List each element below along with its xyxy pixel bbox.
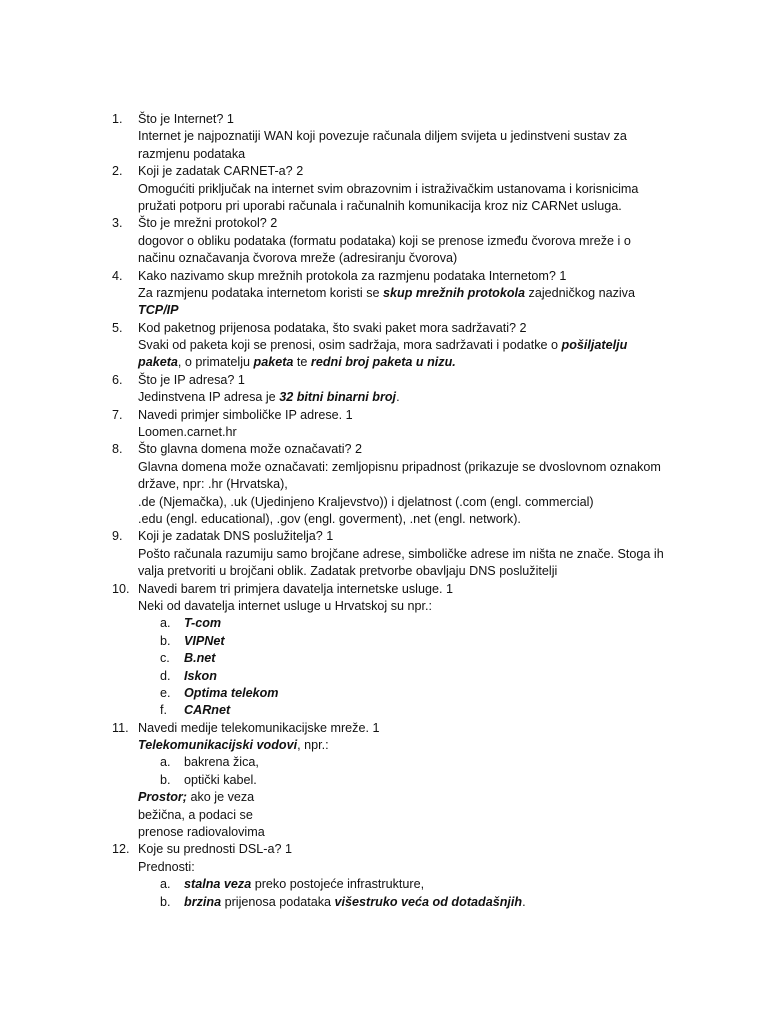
emphasis-text: brzina [184,894,222,909]
question-text: Što je IP adresa? 1 [138,372,245,387]
answer-text: .de (Njemačka), .uk (Ujedinjeno Kraljevstvo)) i djelatnost (.com (engl. commercial) [138,494,594,509]
list-letter: a. [160,755,171,770]
list-letter: d. [160,668,171,683]
question-number: 10. [112,581,130,596]
list-letter: e. [160,685,171,700]
answer-line [0,233,768,250]
emphasis-text: paketa [253,355,294,370]
answer-line [0,789,768,806]
question-text: Što glavna domena može označavati? 2 [138,442,363,457]
question-2 [0,163,768,180]
answer-text: te [293,355,311,370]
list-item [0,876,768,893]
answer-text: , npr.: [297,738,329,753]
list-letter: b. [160,772,171,787]
question-text: Koje su prednosti DSL-a? 1 [138,842,293,857]
question-text: Kako nazivamo skup mrežnih protokola za razmjenu podataka Internetom? 1 [138,268,567,283]
question-1 [0,111,768,128]
answer-line [0,546,768,563]
answer-text: .edu (engl. educational), .gov (engl. goverment), .net (engl. network). [138,511,521,526]
answer-text: načinu označavanja čvorova mreže (adresiranju čvorova) [138,251,458,266]
list-item [0,633,768,650]
answer-text: valja pretvoriti u brojčani oblik. Zadatak pretvorbe obavljaju DNS poslužitelji [138,564,558,579]
list-item [0,650,768,667]
answer-line [0,859,768,876]
emphasis-text: pošiljatelju [561,338,628,353]
answer-text: dogovor o obliku podataka (formatu podataka) koji se prenose između čvorova mreže i o [138,233,631,248]
question-text: Kod paketnog prijenosa podataka, što svaki paket mora sadržavati? 2 [138,320,527,335]
answer-line [0,424,768,441]
list-letter: c. [160,651,170,666]
emphasis-text: paketa [138,355,178,370]
question-number: 7. [112,407,123,422]
question-11 [0,720,768,737]
answer-text: . [396,390,400,405]
answer-text: pružati potporu pri uporabi računala i računalnih komunikacija kroz niz CARNet usluga. [138,198,622,213]
answer-text: Pošto računala razumiju samo brojčane adrese, simboličke adrese im ništa ne znače. Stoga ih [138,546,664,561]
list-item-text: optički kabel. [184,772,257,787]
list-item [0,685,768,702]
list-item [0,772,768,789]
list-letter: a. [160,877,171,892]
list-item [0,754,768,771]
list-item-text: prijenosa podataka [221,894,335,909]
question-text: Koji je zadatak DNS poslužitelja? 1 [138,529,334,544]
question-6 [0,372,768,389]
list-letter: a. [160,616,171,631]
answer-line [0,250,768,267]
answer-text: Prednosti: [138,859,195,874]
emphasis-text: Prostor; [138,790,187,805]
question-8 [0,441,768,458]
answer-line [0,285,768,302]
question-12 [0,841,768,858]
answer-line [0,511,768,528]
question-text: Navedi primjer simboličke IP adrese. 1 [138,407,353,422]
question-number: 8. [112,442,123,457]
list-item-text: T-com [184,616,222,631]
list-item [0,894,768,911]
list-letter: b. [160,894,171,909]
answer-text: Loomen.carnet.hr [138,425,237,440]
list-item-text: bakrena žica, [184,755,259,770]
emphasis-text: skup mrežnih protokola [383,285,526,300]
answer-line [0,302,768,319]
question-9 [0,528,768,545]
list-item [0,668,768,685]
answer-line [0,737,768,754]
answer-text: Jedinstvena IP adresa je [138,390,280,405]
answer-text: države, npr: .hr (Hrvatska), [138,477,288,492]
answer-line [0,337,768,354]
question-number: 2. [112,164,123,179]
answer-text: Neki od davatelja internet usluge u Hrvatskoj su npr.: [138,598,433,613]
list-item [0,702,768,719]
question-number: 11. [112,720,129,735]
answer-text: Za razmjenu podataka internetom koristi se [138,285,383,300]
question-number: 1. [112,112,123,126]
question-text: Što je mrežni protokol? 2 [138,216,278,231]
answer-text: bežična, a podaci se [138,807,253,822]
answer-text: zajedničkog naziva [525,285,635,300]
emphasis-text: višestruko veća od dotadašnjih [334,894,523,909]
question-text: Što je Internet? 1 [138,112,234,126]
emphasis-text: 32 bitni binarni broj [279,390,397,405]
list-item-text: Optima telekom [184,685,279,700]
question-7 [0,407,768,424]
answer-line [0,824,768,841]
answer-line [0,598,768,615]
answer-line [0,807,768,824]
answer-text: prenose radiovalovima [138,825,265,840]
question-3 [0,215,768,232]
question-number: 6. [112,372,123,387]
question-number: 3. [112,216,123,231]
question-number: 9. [112,529,123,544]
answer-line [0,354,768,371]
list-letter: f. [160,703,167,718]
list-item-text: preko postojeće infrastrukture, [251,877,425,892]
answer-line [0,459,768,476]
question-number: 12. [112,842,130,857]
answer-text: Omogućiti priključak na internet svim obrazovnim i istraživačkim ustanovama i korisnicima [138,181,639,196]
question-text: Koji je zadatak CARNET-a? 2 [138,164,304,179]
answer-text: ako je veza [186,790,255,805]
question-4 [0,268,768,285]
answer-line [0,146,768,163]
emphasis-text: Telekomunikacijski vodovi [138,738,298,753]
document-page [0,111,768,911]
answer-text: Svaki od paketa koji se prenosi, osim sadržaja, mora sadržavati i podatke o [138,338,562,353]
list-item [0,615,768,632]
answer-text: , o primatelju [177,355,254,370]
answer-text: Glavna domena može označavati: zemljopisnu pripadnost (prikazuje se dvoslovnom oznakom [138,459,661,474]
list-item-text: CARnet [184,703,231,718]
emphasis-text: redni broj paketa u nizu. [310,355,456,370]
question-text: Navedi medije telekomunikacijske mreže. 1 [138,720,380,735]
answer-line [0,128,768,145]
emphasis-text: TCP/IP [138,303,179,318]
answer-text: razmjenu podataka [138,146,246,161]
question-10 [0,581,768,598]
question-number: 5. [112,320,123,335]
question-text: Navedi barem tri primjera davatelja internetske usluge. 1 [138,581,453,596]
answer-line [0,563,768,580]
emphasis-text: stalna veza [184,877,252,892]
list-letter: b. [160,633,171,648]
question-5 [0,320,768,337]
list-item-text: Iskon [184,668,217,683]
answer-line [0,181,768,198]
list-item-text: . [522,894,526,909]
answer-line [0,494,768,511]
question-number: 4. [112,268,123,283]
answer-line [0,476,768,493]
list-item-text: VIPNet [184,633,225,648]
answer-line [0,198,768,215]
list-item-text: B.net [184,651,216,666]
answer-line [0,389,768,406]
answer-text: Internet je najpoznatiji WAN koji povezuje računala diljem svijeta u jedinstveni sustav za [138,129,627,144]
